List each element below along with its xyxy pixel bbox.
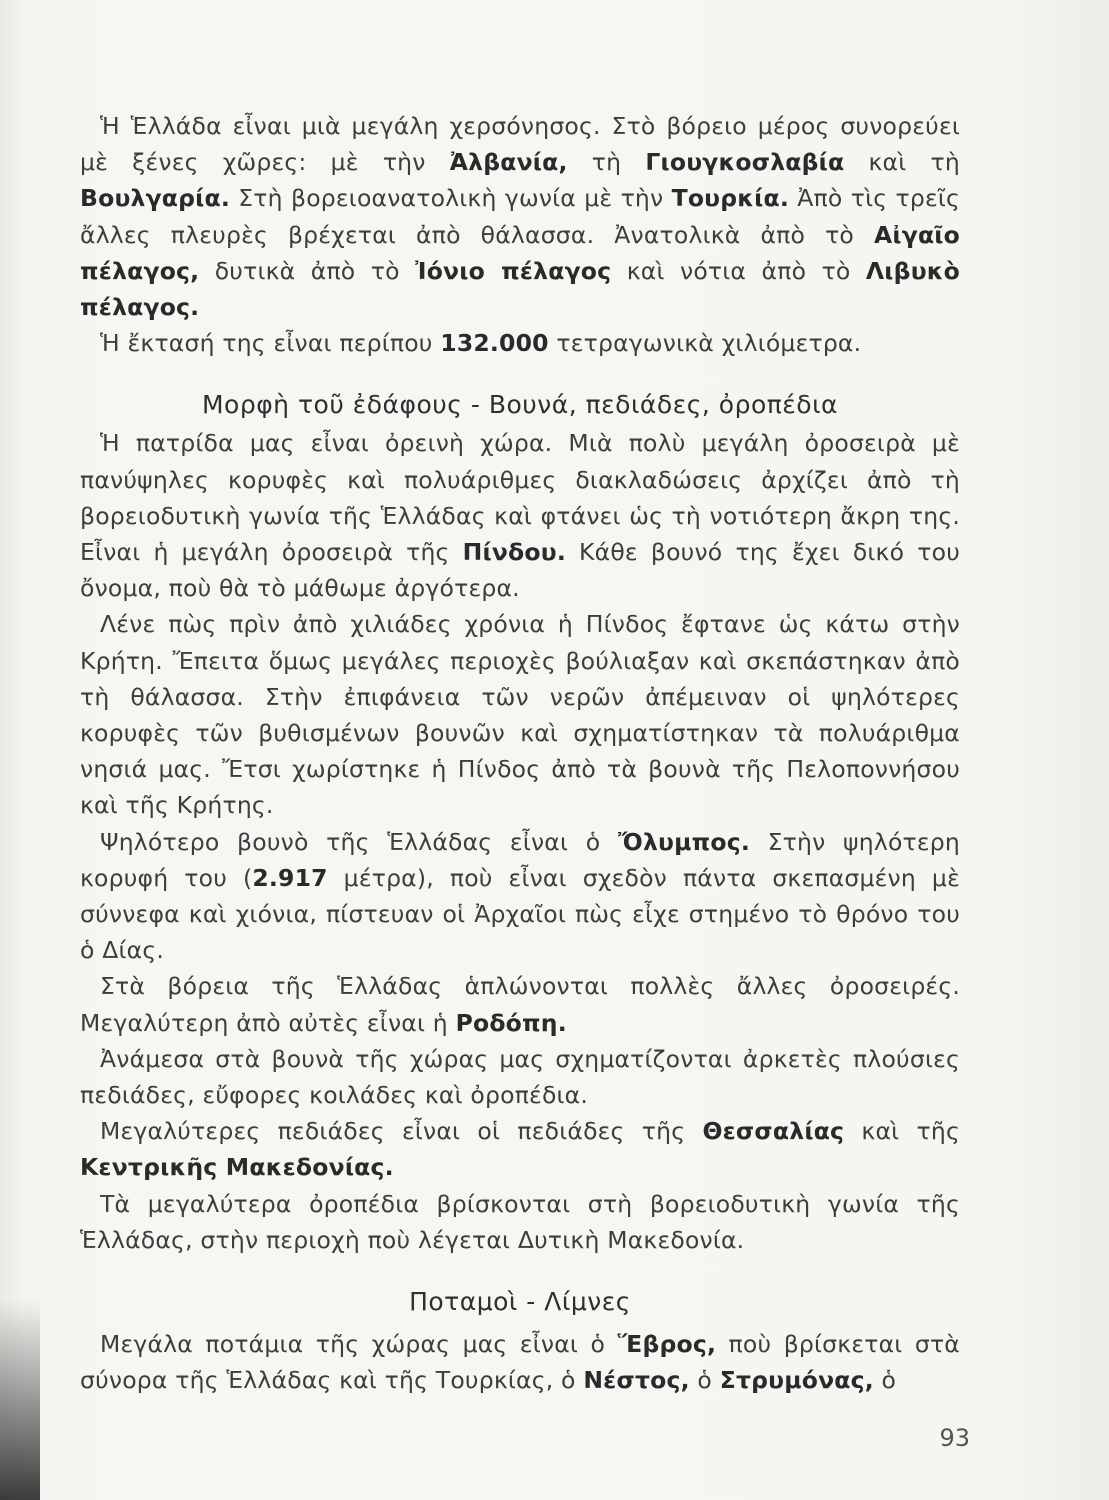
- terrain-paragraph-3: [80, 824, 960, 969]
- terrain-paragraph-7: [80, 1186, 960, 1258]
- term-olympus: Ὄλυμπος.: [618, 827, 750, 856]
- terrain-paragraph-4: [80, 968, 960, 1040]
- text: Λένε πὼς πρὶν ἀπὸ χιλιάδες χρόνια ἡ Πίνδος ἔφτανε ὡς κάτω στὴν Κρήτη. Ἔπειτα ὅμως μεγάλες περιοχὲς βούλιαξαν καὶ σκεπάστηκαν ἀπὸ τὴ θάλασσα. Στὴν ἐπιφάνεια τῶν νερῶν ἀπέμειναν οἱ ψηλότερες κορυφὲς τῶν βυθισμένων βουνῶν καὶ σχηματίστηκαν τὰ πολυάριθμα νησιά μας. Ἔτσι χωρίστηκε ἡ Πίνδος ἀπὸ τὰ βουνὰ τῆς Πελοποννήσου καὶ τῆς Κρήτης.: [80, 610, 960, 820]
- text: ὁ: [873, 1366, 897, 1395]
- text: Στὴν ψηλότερη κορυφή του (: [80, 827, 960, 892]
- text: Μεγάλα ποτάμια τῆς χώρας μας εἶναι ὁ: [100, 1330, 618, 1359]
- text: Ἡ πατρίδα μας εἶναι ὀρεινὴ χώρα. Μιὰ πολὺ μεγάλη ὀροσειρὰ μὲ πανύψηλες κορυφὲς καὶ πολυάριθμες διακλαδώσεις ἀρχίζει ἀπὸ τὴ βορειοδυτικὴ γωνία τῆς Ἑλλάδας καὶ φτάνει ὡς τὴ νοτιότερη ἄκρη της. Εἶναι ἡ μεγάλη ὀροσειρὰ τῆς: [80, 429, 960, 567]
- text: Ἡ ἔκτασή της εἶναι περίπου: [100, 329, 441, 358]
- page-number: 93: [939, 1424, 970, 1452]
- term-albania: Ἀλβανία,: [449, 148, 568, 177]
- page-content: [80, 108, 960, 1399]
- terrain-paragraph-5: [80, 1041, 960, 1113]
- text: Τὰ μεγαλύτερα ὀροπέδια βρίσκονται στὴ βορειοδυτικὴ γωνία τῆς Ἑλλάδας, στὴν περιοχὴ ποὺ λέγεται Δυτικὴ Μακεδονία.: [80, 1189, 960, 1254]
- text: καὶ νότια ἀπὸ τὸ: [611, 256, 866, 285]
- book-spine-shadow: [0, 1300, 40, 1500]
- term-yugoslavia: Γιουγκοσλαβία: [645, 148, 845, 177]
- term-evros: Ἕβρος,: [617, 1330, 717, 1359]
- terrain-paragraph-2: [80, 606, 960, 823]
- text: Ἀνάμεσα στὰ βουνὰ τῆς χώρας μας σχηματίζονται ἀρκετὲς πλούσιες πεδιάδες, εὔφορες κοιλάδες καὶ ὀροπέδια.: [80, 1044, 960, 1110]
- term-rhodope: Ροδόπη.: [455, 1008, 567, 1037]
- text: Στὰ βόρεια τῆς Ἑλλάδας ἁπλώνονται πολλὲς ἄλλες ὀροσειρές. Μεγαλύτερη ἀπὸ αὐτὲς εἶναι ἡ: [80, 972, 960, 1037]
- text: τὴ: [567, 148, 646, 177]
- term-bulgaria: Βουλγαρία.: [80, 184, 230, 213]
- olympus-height-value: 2.917: [252, 863, 328, 892]
- term-central-macedonia: Κεντρικῆς Μακεδονίας.: [80, 1153, 394, 1182]
- term-strymonas: Στρυμόνας,: [719, 1366, 874, 1395]
- term-ionian-sea: Ἰόνιο πέλαγος: [415, 256, 612, 285]
- text: ὁ: [689, 1366, 720, 1395]
- intro-paragraph-2: [80, 325, 960, 361]
- rivers-paragraph-1: [80, 1326, 960, 1398]
- text: Ἀπὸ τὶς τρεῖς ἄλλες πλευρὲς βρέχεται ἀπὸ θάλασσα. Ἀνατολικὰ ἀπὸ τὸ: [80, 184, 960, 249]
- text: Στὴ βορειοανατολικὴ γωνία μὲ τὴν: [230, 184, 672, 213]
- term-libyan-sea: Λιβυκὸ πέλαγος.: [80, 256, 960, 322]
- text: μέτρα), ποὺ εἶναι σχεδὸν πάντα σκεπασμένη μὲ σύννεφα καὶ χιόνια, πίστευαν οἱ Ἀρχαῖοι πὼς εἶχε στημένο τὸ θρόνο του ὁ Δίας.: [80, 863, 960, 965]
- text: ποὺ βρίσκεται στὰ σύνορα τῆς Ἑλλάδας καὶ τῆς Τουρκίας, ὁ: [80, 1330, 960, 1395]
- text: Ψηλότερο βουνὸ τῆς Ἑλλάδας εἶναι ὁ: [100, 827, 618, 856]
- term-pindus: Πίνδου.: [462, 538, 566, 567]
- text: καὶ τῆς: [844, 1117, 960, 1146]
- terrain-paragraph-6: [80, 1113, 960, 1185]
- term-nestos: Νέστος,: [583, 1366, 690, 1395]
- text: δυτικὰ ἀπὸ τὸ: [199, 256, 416, 285]
- intro-paragraph-1: [80, 108, 960, 325]
- section-heading-rivers-lakes: Ποταμοὶ - Λίμνες: [409, 1287, 631, 1317]
- text: καὶ τὴ: [844, 148, 960, 177]
- text: Ἡ Ἑλλάδα εἶναι μιὰ μεγάλη χερσόνησος. Στὸ βόρειο μέρος συνορεύει μὲ ξένες χῶρες: μὲ τὴν: [80, 112, 960, 177]
- section-heading-terrain: Μορφὴ τοῦ ἐδάφους - Βουνά, πεδιάδες, ὀροπέδια: [201, 390, 839, 420]
- area-value: 132.000: [440, 329, 549, 358]
- term-turkey: Τουρκία.: [671, 184, 789, 213]
- text: Μεγαλύτερες πεδιάδες εἶναι οἱ πεδιάδες τῆς: [100, 1117, 703, 1146]
- terrain-paragraph-1: [80, 425, 960, 606]
- term-thessaly: Θεσσαλίας: [702, 1117, 845, 1146]
- text: Κάθε βουνό της ἔχει δικό του ὄνομα, ποὺ θὰ τὸ μάθωμε ἀργότερα.: [80, 538, 960, 603]
- text: τετραγωνικὰ χιλιόμετρα.: [548, 329, 862, 358]
- term-aegean-sea: Αἰγαῖο πέλαγος,: [80, 220, 960, 285]
